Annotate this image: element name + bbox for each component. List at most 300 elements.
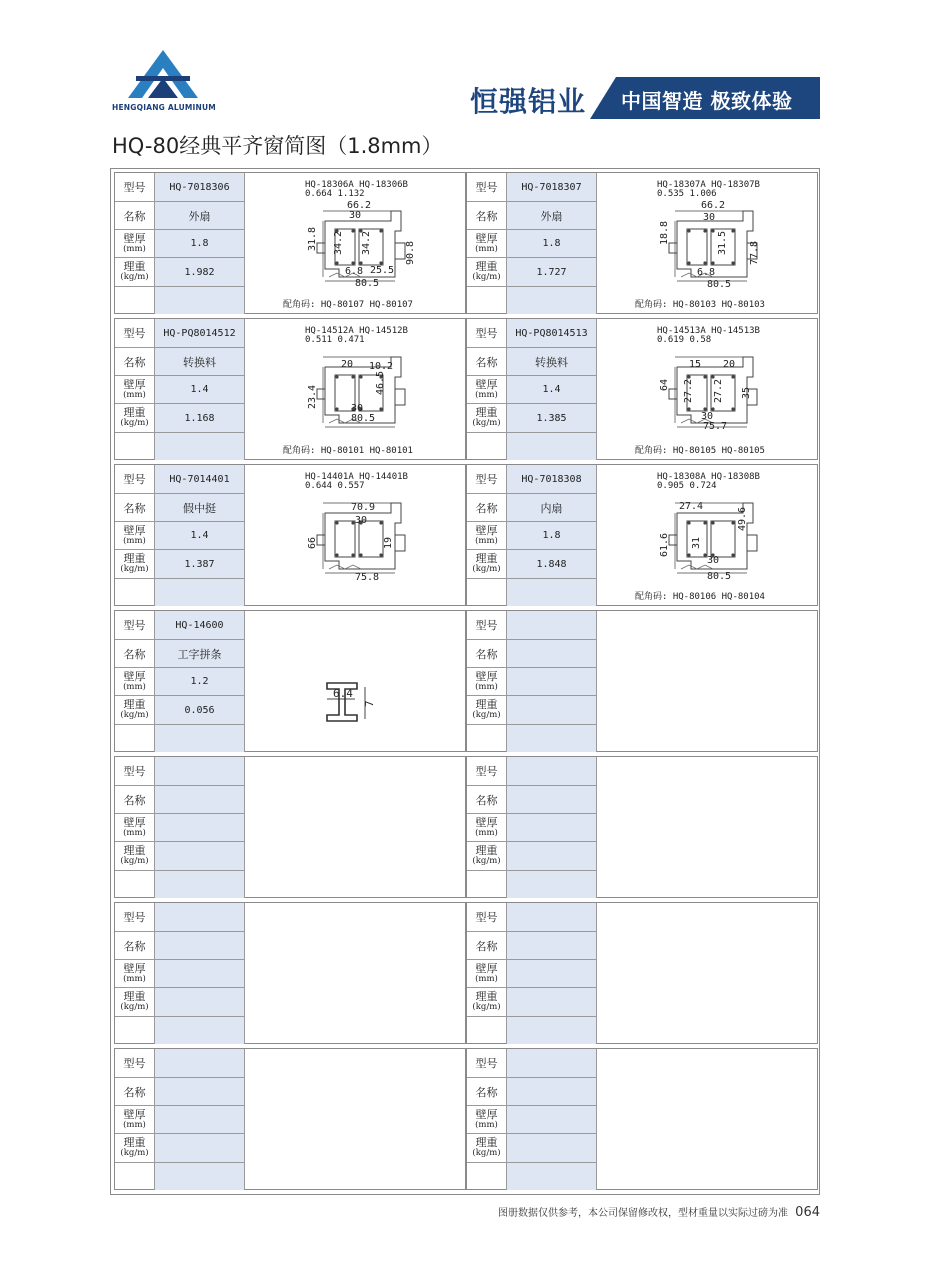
wall-label-text: 壁厚 [475,1107,498,1121]
profile-drawing [245,319,465,459]
wall-label [467,960,507,988]
weight-unit: (kg/m) [120,1002,149,1012]
weight-label [115,258,155,287]
model-label: 型号 [115,173,155,202]
name-label: 名称 [467,494,507,522]
wall-label [467,668,507,696]
dimension-label: 61.6 [659,532,670,557]
weight-value [155,1134,245,1163]
brand-name: 恒强铝业 [470,85,587,118]
wall-label-text: 壁厚 [123,1107,146,1121]
wall-value: 1.8 [507,230,597,258]
weight-label [115,696,155,725]
dimension-label: 31.8 [307,226,318,251]
wall-unit: (mm) [123,535,146,546]
wall-value [155,1106,245,1134]
blank-value [155,1163,245,1190]
name-value [507,786,597,814]
profile-drawing [597,903,817,1043]
dimension-label: 66 [307,536,318,549]
wall-unit: (mm) [123,243,146,254]
wall-unit: (mm) [123,681,146,692]
model-label: 型号 [467,1049,507,1078]
dimension-label: 30 [349,210,362,221]
weight-value: 1.982 [155,258,245,287]
profile-grid [110,168,820,1195]
wall-label-text: 壁厚 [123,523,146,537]
wall-unit: (mm) [475,243,498,254]
dimension-label: 80.5 [355,278,380,289]
spec-values [155,1049,245,1189]
weight-label-text: 理重 [123,1136,146,1149]
corner-codes: 配角码: HQ-80101 HQ-80101 [283,446,413,456]
spec-labels [115,173,155,313]
spec-labels [467,757,507,897]
profile-svg [597,465,817,605]
blank-label [115,1163,155,1190]
blank-label [467,287,507,314]
blank-value [507,433,597,460]
wall-label [467,376,507,404]
weight-value: 1.168 [155,404,245,433]
blank-label [467,579,507,606]
spec-values [507,757,597,897]
profile-drawing [597,465,817,605]
weight-value [155,988,245,1017]
wall-label-text: 壁厚 [475,231,498,245]
dimension-label: 19 [383,536,394,549]
blank-value [155,579,245,606]
blank-label [115,433,155,460]
spec-labels [115,757,155,897]
spec-values [155,319,245,459]
blank-value [155,433,245,460]
wall-label-text: 壁厚 [475,815,498,829]
name-value [155,1078,245,1106]
wall-label [115,522,155,550]
name-label: 名称 [467,640,507,668]
spec-labels [115,903,155,1043]
profile-drawing [597,611,817,751]
dimension-label: 6.8 [697,267,716,278]
blank-label [467,1163,507,1190]
model-label: 型号 [467,611,507,640]
name-label: 名称 [115,202,155,230]
model-label: 型号 [115,319,155,348]
corner-codes: 配角码: HQ-80103 HQ-80103 [635,300,765,310]
corner-codes: 配角码: HQ-80106 HQ-80104 [635,592,765,602]
corner-codes: 配角码: HQ-80107 HQ-80107 [283,300,413,310]
dimension-label: 20 [723,359,736,370]
wall-label-text: 壁厚 [475,669,498,683]
model-value: HQ-7018308 [507,465,597,494]
spec-labels [115,611,155,751]
wall-label [467,1106,507,1134]
spec-labels [467,611,507,751]
name-label: 名称 [467,1078,507,1106]
dimension-label: 10.2 [369,361,394,372]
wall-value [507,814,597,842]
weight-label [115,1134,155,1163]
spec-values [155,173,245,313]
wall-label [115,668,155,696]
blank-label [115,871,155,898]
profile-svg [597,319,817,459]
profile-card [114,1048,466,1190]
spec-labels [467,1049,507,1189]
profile-drawing [597,173,817,313]
wall-unit: (mm) [475,389,498,400]
model-value [507,1049,597,1078]
wall-value [507,1106,597,1134]
blank-label [467,725,507,752]
wall-unit: (mm) [123,827,146,838]
weight-value [507,696,597,725]
name-value: 工字拼条 [155,640,245,668]
name-value [155,786,245,814]
name-label: 名称 [115,640,155,668]
dimension-label: 77.8 [749,240,760,265]
wall-value: 1.2 [155,668,245,696]
spec-labels [115,1049,155,1189]
model-label: 型号 [467,465,507,494]
part-weights: 0.644 0.557 [305,481,365,491]
blank-value [507,1017,597,1044]
weight-label-text: 理重 [123,406,146,419]
profile-card [114,756,466,898]
model-value: HQ-7014401 [155,465,245,494]
profile-card [466,464,818,606]
spec-labels [467,903,507,1043]
dimension-label: 23.4 [307,384,318,409]
blank-label [115,725,155,752]
profile-drawing [597,757,817,897]
model-value [155,757,245,786]
dimension-label: 66.2 [347,200,372,211]
profile-svg [245,173,465,313]
logo-text: HENGQIANG ALUMINUM [112,103,216,112]
part-numbers: HQ-14401A HQ-14401B [305,472,408,482]
dimension-label: 25.5 [370,265,395,276]
weight-label [467,258,507,287]
weight-label [467,1134,507,1163]
profile-svg [245,611,465,751]
part-numbers: HQ-18307A HQ-18307B [657,180,760,190]
page-number: 064 [795,1205,820,1220]
weight-label-text: 理重 [123,260,146,273]
name-value: 外扇 [507,202,597,230]
wall-value [507,668,597,696]
weight-value: 1.727 [507,258,597,287]
name-label: 名称 [115,932,155,960]
blank-value [155,287,245,314]
dimension-label: 30 [351,403,364,414]
dimension-label: 64 [659,378,670,391]
dimension-label: 35 [741,386,752,399]
blank-label [115,579,155,606]
wall-value [507,960,597,988]
wall-label-text: 壁厚 [475,523,498,537]
wall-value: 1.4 [507,376,597,404]
blank-value [155,725,245,752]
weight-value: 1.385 [507,404,597,433]
model-label: 型号 [115,757,155,786]
model-value: HQ-PQ8014513 [507,319,597,348]
blank-label [467,871,507,898]
spec-labels [467,319,507,459]
weight-unit: (kg/m) [472,1002,501,1012]
profile-drawing [245,1049,465,1189]
weight-label-text: 理重 [475,260,498,273]
name-value: 内扇 [507,494,597,522]
part-weights: 0.535 1.006 [657,189,717,199]
blank-value [507,725,597,752]
spec-values [507,611,597,751]
profile-card [466,1048,818,1190]
profile-drawing [245,611,465,751]
model-value [507,611,597,640]
weight-label-text: 理重 [475,1136,498,1149]
dimension-label: 31.5 [717,230,728,255]
wall-unit: (mm) [475,1119,498,1130]
wall-label-text: 壁厚 [123,815,146,829]
blank-value [507,579,597,606]
blank-value [507,287,597,314]
wall-label [115,1106,155,1134]
spec-values [507,319,597,459]
model-label: 型号 [467,173,507,202]
weight-unit: (kg/m) [472,564,501,574]
wall-label [467,814,507,842]
dimension-label: 75.7 [703,421,728,432]
wall-value: 1.4 [155,522,245,550]
part-numbers: HQ-14512A HQ-14512B [305,326,408,336]
dimension-label: 90.8 [405,240,416,265]
name-label: 名称 [115,494,155,522]
model-value [507,903,597,932]
weight-label-text: 理重 [475,844,498,857]
wall-unit: (mm) [123,1119,146,1130]
dimension-label: 15 [689,359,702,370]
model-value: HQ-14600 [155,611,245,640]
weight-label-text: 理重 [475,406,498,419]
weight-unit: (kg/m) [120,1148,149,1158]
spec-labels [467,173,507,313]
weight-value: 0.056 [155,696,245,725]
weight-label-text: 理重 [475,990,498,1003]
dimension-label: 34.2 [333,230,344,255]
profile-svg [245,319,465,459]
wall-label [467,230,507,258]
wall-label-text: 壁厚 [123,377,146,391]
dimension-label: 80.5 [707,571,732,582]
weight-label-text: 理重 [475,698,498,711]
weight-unit: (kg/m) [120,856,149,866]
wall-label-text: 壁厚 [123,961,146,975]
weight-label [467,550,507,579]
wall-label [115,376,155,404]
weight-label-text: 理重 [123,990,146,1003]
weight-unit: (kg/m) [120,564,149,574]
weight-value [507,988,597,1017]
wall-value: 1.4 [155,376,245,404]
model-label: 型号 [467,757,507,786]
weight-value [155,842,245,871]
profile-drawing [597,1049,817,1189]
profile-svg [245,465,465,605]
profile-card [466,318,818,460]
name-value: 假中挺 [155,494,245,522]
weight-unit: (kg/m) [472,418,501,428]
model-label: 型号 [467,903,507,932]
wall-label [115,230,155,258]
weight-unit: (kg/m) [120,272,149,282]
profile-card [466,610,818,752]
model-value: HQ-PQ8014512 [155,319,245,348]
dimension-label: 30 [703,212,716,223]
profile-drawing [245,757,465,897]
model-label: 型号 [115,465,155,494]
name-label: 名称 [115,786,155,814]
weight-value: 1.848 [507,550,597,579]
blank-value [155,1017,245,1044]
profile-drawing [245,903,465,1043]
dimension-label: 27.2 [683,378,694,403]
name-value [155,932,245,960]
name-label: 名称 [467,786,507,814]
weight-label-text: 理重 [123,552,146,565]
name-value [507,1078,597,1106]
wall-value [155,960,245,988]
dimension-label: 27.4 [679,501,704,512]
weight-unit: (kg/m) [120,710,149,720]
wall-unit: (mm) [123,389,146,400]
part-weights: 0.511 0.471 [305,335,365,345]
weight-value [507,1134,597,1163]
profile-drawing [597,319,817,459]
weight-label-text: 理重 [475,552,498,565]
model-value [155,1049,245,1078]
spec-values [155,903,245,1043]
weight-value: 1.387 [155,550,245,579]
spec-labels [115,465,155,605]
wall-value: 1.8 [155,230,245,258]
slogan: 中国智造 极致体验 [621,89,793,113]
name-label: 名称 [467,348,507,376]
wall-label [115,960,155,988]
profile-card [466,902,818,1044]
profile-card [114,318,466,460]
profile-card [114,610,466,752]
weight-value [507,842,597,871]
footer [498,1204,820,1220]
dimension-label: 80.5 [351,413,376,424]
page-title: HQ-80经典平齐窗简图（1.8mm） [112,134,443,158]
dimension-label: 75.8 [355,572,380,583]
dimension-label: 30 [355,515,368,526]
blank-value [507,871,597,898]
dimension-label: 46.5 [375,370,386,395]
weight-unit: (kg/m) [472,1148,501,1158]
blank-value [507,1163,597,1190]
footer-note: 图册数据仅供参考，本公司保留修改权，型材重量以实际过磅为准 [497,1208,788,1219]
profile-drawing [245,465,465,605]
model-value: HQ-7018307 [507,173,597,202]
dimension-label: 18.8 [659,220,670,245]
weight-label [467,696,507,725]
profile-drawing [245,173,465,313]
spec-values [155,465,245,605]
spec-values [507,903,597,1043]
dimension-label: 27.2 [713,378,724,403]
blank-label [115,287,155,314]
spec-labels [115,319,155,459]
spec-values [507,173,597,313]
blank-label [467,433,507,460]
model-value [155,903,245,932]
model-label: 型号 [467,319,507,348]
profile-card [466,756,818,898]
wall-unit: (mm) [475,535,498,546]
wall-unit: (mm) [123,973,146,984]
profile-card [114,172,466,314]
weight-label [115,404,155,433]
weight-unit: (kg/m) [120,418,149,428]
blank-label [115,1017,155,1044]
dimension-label: 49.6 [737,506,748,531]
name-value: 外扇 [155,202,245,230]
part-numbers: HQ-18306A HQ-18306B [305,180,408,190]
part-numbers: HQ-18308A HQ-18308B [657,472,760,482]
wall-value [155,814,245,842]
wall-unit: (mm) [475,973,498,984]
wall-label [115,814,155,842]
name-label: 名称 [467,202,507,230]
name-value [507,932,597,960]
weight-label [467,404,507,433]
weight-unit: (kg/m) [472,856,501,866]
name-label: 名称 [115,348,155,376]
wall-label [467,522,507,550]
corner-codes: 配角码: HQ-80105 HQ-80105 [635,446,765,456]
dim-height: 7 [363,700,376,707]
weight-label-text: 理重 [123,844,146,857]
dimension-label: 20 [341,359,354,370]
part-numbers: HQ-14513A HQ-14513B [657,326,760,336]
weight-label [467,988,507,1017]
wall-unit: (mm) [475,681,498,692]
model-label: 型号 [115,1049,155,1078]
spec-labels [467,465,507,605]
wall-value: 1.8 [507,522,597,550]
wall-label-text: 壁厚 [123,231,146,245]
model-label: 型号 [115,611,155,640]
wall-label-text: 壁厚 [475,377,498,391]
part-weights: 0.905 0.724 [657,481,717,491]
model-value: HQ-7018306 [155,173,245,202]
dimension-label: 30 [707,555,720,566]
weight-unit: (kg/m) [472,710,501,720]
profile-svg [597,173,817,313]
spec-values [507,465,597,605]
spec-values [155,611,245,751]
dim-width: 6.4 [333,687,353,700]
weight-label [115,550,155,579]
spec-values [155,757,245,897]
blank-label [467,1017,507,1044]
profile-card [114,902,466,1044]
dimension-label: 66.2 [701,200,726,211]
